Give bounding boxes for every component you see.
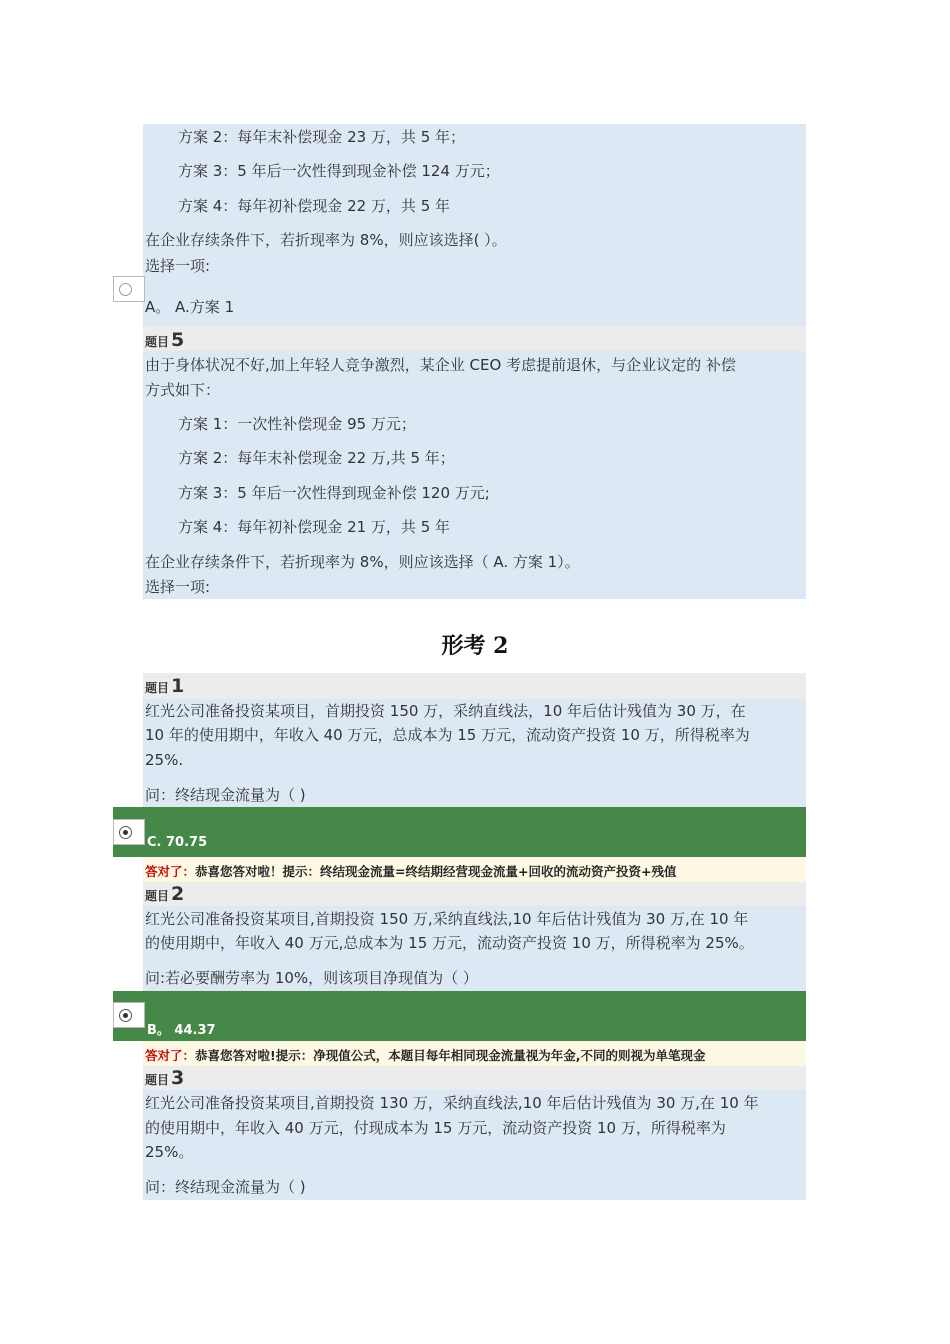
q2-question: 问:若必要酬劳率为 10%，则该项目净现值为（ ） xyxy=(145,969,478,987)
q5-plan-4: 方案 4：每年初补偿现金 21 万，共 5 年 xyxy=(178,518,451,536)
q2-answer-row xyxy=(113,991,806,1041)
q2-header xyxy=(143,882,806,906)
q2-selected-radio[interactable] xyxy=(113,1002,145,1028)
q1-question: 问：终结现金流量为（ ) xyxy=(145,786,306,804)
q3-question: 问：终结现金流量为（ ) xyxy=(145,1178,306,1196)
question-5-text-1: 由于身体状况不好,加上年轻人竞争激烈，某企业 CEO 考虑提前退休，与企业议定的 补偿 xyxy=(145,356,736,374)
plan-2-line: 方案 2：每年末补偿现金 23 万，共 5 年； xyxy=(178,128,466,146)
q2-feedback xyxy=(145,1046,705,1064)
q3-number xyxy=(145,1067,184,1089)
q3-text-2: 的使用期中，年收入 40 万元，付现成本为 15 万元，流动资产投资 10 万，所得税率为 xyxy=(145,1119,726,1137)
question-number: 2 xyxy=(171,883,185,905)
question-label: 题目 xyxy=(145,889,170,903)
question-condition: 在企业存续条件下，若折现率为 8%，则应该选择( ）。 xyxy=(145,231,507,249)
q5-plan-2: 方案 2：每年末补偿现金 22 万,共 5 年； xyxy=(178,449,455,467)
radio-selected-icon xyxy=(119,826,132,839)
q1-selected-radio[interactable] xyxy=(113,819,145,845)
choose-one-prompt: 选择一项: xyxy=(145,257,211,275)
plan-3-line: 方案 3：5 年后一次性得到现金补偿 124 万元； xyxy=(178,162,500,180)
q5-plan-3: 方案 3：5 年后一次性得到现金补偿 120 万元; xyxy=(178,484,490,502)
radio-circle-icon xyxy=(119,283,132,296)
q2-number xyxy=(145,883,184,905)
q3-text-1: 红光公司准备投资某项目,首期投资 130 万，采纳直线法,10 年后估计残值为 30 万,在 10 年 xyxy=(145,1094,759,1112)
question-number: 1 xyxy=(171,675,185,697)
feedback-text: 恭喜您答对啦！提示：终结现金流量=终结期经营现金流量+回收的流动资产投资+残值 xyxy=(195,864,677,879)
question-5-text-2: 方式如下： xyxy=(145,381,221,399)
question-number: 5 xyxy=(171,329,185,351)
question-4-body xyxy=(143,124,806,326)
q3-header xyxy=(143,1066,806,1090)
option-a-radio[interactable] xyxy=(113,276,145,302)
question-5-number xyxy=(145,329,184,351)
q1-answer-row xyxy=(113,807,806,857)
q3-text-3: 25%。 xyxy=(145,1143,194,1161)
question-label: 题目 xyxy=(145,1073,170,1087)
feedback-text: 恭喜您答对啦!提示：净现值公式，本题目每年相同现金流量视为年金,不同的则视为单笔现金 xyxy=(195,1048,706,1063)
q1-number xyxy=(145,675,184,697)
q1-feedback xyxy=(145,862,676,880)
feedback-label: 答对了： xyxy=(145,1048,196,1063)
option-a-label[interactable]: A。 A.方案 1 xyxy=(145,298,235,316)
section-title: 形考 2 xyxy=(441,633,509,659)
q2-text-2: 的使用期中，年收入 40 万元,总成本为 15 万元，流动资产投资 10 万，所得税率为 25%。 xyxy=(145,934,754,952)
q5-plan-1: 方案 1：一次性补偿现金 95 万元； xyxy=(178,415,416,433)
plan-4-line: 方案 4：每年初补偿现金 22 万，共 5 年 xyxy=(178,197,451,215)
question-label: 题目 xyxy=(145,681,170,695)
q5-choose-prompt: 选择一项: xyxy=(145,578,211,596)
q2-text-1: 红光公司准备投资某项目,首期投资 150 万,采纳直线法,10 年后估计残值为 30 万,在 10 年 xyxy=(145,910,749,928)
question-5-header xyxy=(143,326,806,351)
q5-condition: 在企业存续条件下，若折现率为 8%，则应该选择（ A. 方案 1）。 xyxy=(145,553,580,571)
question-label: 题目 xyxy=(145,335,170,349)
q1-header xyxy=(143,673,806,699)
feedback-label: 答对了： xyxy=(145,864,196,879)
q1-answer-label[interactable]: C. 70.75 xyxy=(147,835,208,850)
q1-text-2: 10 年的使用期中，年收入 40 万元，总成本为 15 万元，流动资产投资 10 万，所得税率为 xyxy=(145,726,750,744)
q1-text-1: 红光公司准备投资某项目，首期投资 150 万，采纳直线法，10 年后估计残值为 30 万，在 xyxy=(145,702,746,720)
q1-text-3: 25%. xyxy=(145,751,184,769)
radio-selected-icon xyxy=(119,1009,132,1022)
q2-answer-label[interactable]: B。 44.37 xyxy=(147,1023,216,1038)
question-number: 3 xyxy=(171,1067,185,1089)
